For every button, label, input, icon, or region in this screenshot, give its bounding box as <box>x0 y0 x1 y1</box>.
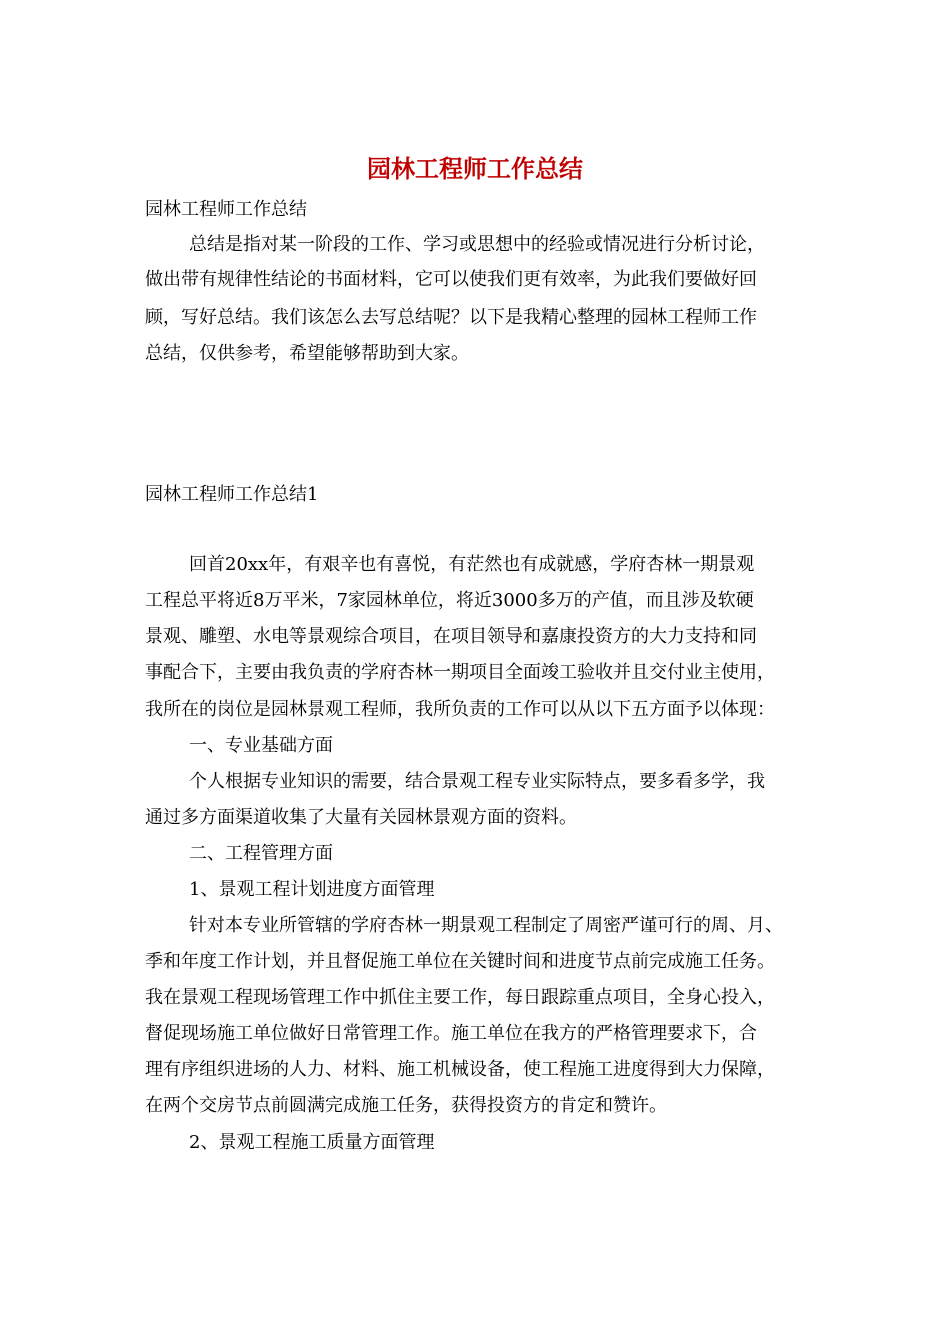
document-title: 园林工程师工作总结 <box>367 155 583 183</box>
body-line: 回首20xx年，有艰辛也有喜悦，有茫然也有成就感，学府杏林一期景观 <box>189 554 755 575</box>
section-heading: 园林工程师工作总结1 <box>145 484 319 505</box>
body-line: 我所在的岗位是园林景观工程师，我所负责的工作可以从以下五方面予以体现： <box>145 699 775 720</box>
body-line: 事配合下，主要由我负责的学府杏林一期项目全面竣工验收并且交付业主使用， <box>145 662 775 683</box>
body-line: 理有序组织进场的人力、材料、施工机械设备，使工程施工进度得到大力保障， <box>145 1059 775 1080</box>
intro-line: 总结是指对某一阶段的工作、学习或思想中的经验或情况进行分析讨论， <box>189 234 765 255</box>
subheading-line: 1、景观工程计划进度方面管理 <box>189 879 435 900</box>
body-line: 季和年度工作计划，并且督促施工单位在关键时间和进度节点前完成施工任务。 <box>145 951 775 972</box>
intro-line: 做出带有规律性结论的书面材料，它可以使我们更有效率，为此我们要做好回 <box>145 269 757 290</box>
subheading-line: 二、工程管理方面 <box>189 843 333 864</box>
body-line: 个人根据专业知识的需要，结合景观工程专业实际特点，要多看多学，我 <box>189 771 765 792</box>
body-line: 景观、雕塑、水电等景观综合项目，在项目领导和嘉康投资方的大力支持和同 <box>145 626 757 647</box>
body-line: 督促现场施工单位做好日常管理工作。施工单位在我方的严格管理要求下，合 <box>145 1023 757 1044</box>
body-line: 通过多方面渠道收集了大量有关园林景观方面的资料。 <box>145 807 577 828</box>
body-line: 工程总平将近8万平米，7家园林单位，将近3000多万的产值，而且涉及软硬 <box>145 590 754 611</box>
intro-line: 总结，仅供参考，希望能够帮助到大家。 <box>145 343 469 364</box>
subtitle-line: 园林工程师工作总结 <box>145 199 307 220</box>
intro-line: 顾，写好总结。我们该怎么去写总结呢？以下是我精心整理的园林工程师工作 <box>145 307 757 328</box>
subheading-line: 一、专业基础方面 <box>189 735 333 756</box>
subheading-line: 2、景观工程施工质量方面管理 <box>189 1132 435 1153</box>
body-line: 针对本专业所管辖的学府杏林一期景观工程制定了周密严谨可行的周、月、 <box>189 915 783 936</box>
body-line: 我在景观工程现场管理工作中抓住主要工作，每日跟踪重点项目，全身心投入， <box>145 987 775 1008</box>
body-line: 在两个交房节点前圆满完成施工任务，获得投资方的肯定和赞许。 <box>145 1095 667 1116</box>
